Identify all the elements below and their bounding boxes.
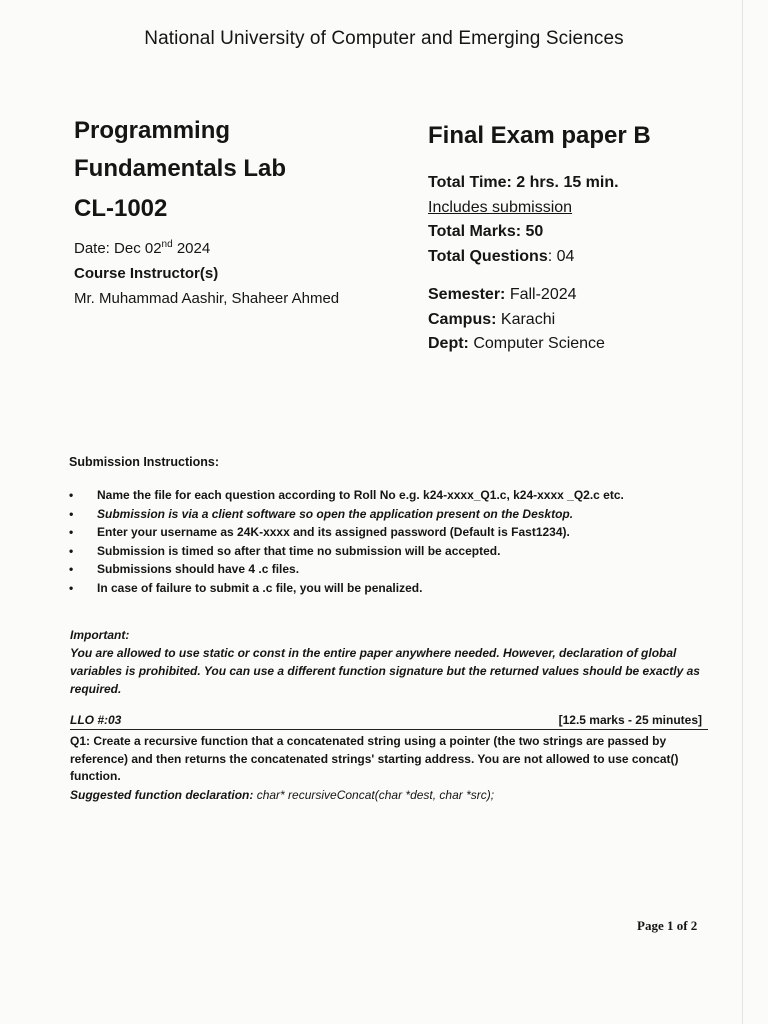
campus: Campus: Karachi <box>428 310 556 328</box>
llo-label: LLO #:03 <box>70 713 122 727</box>
instructor-label: Course Instructor(s) <box>74 265 219 282</box>
bullet-icon: • <box>69 488 74 502</box>
date-suffix: nd <box>161 239 173 250</box>
submission-heading: Submission Instructions: <box>69 455 220 469</box>
exam-title: Final Exam paper B <box>428 122 651 149</box>
includes-submission: Includes submission <box>428 198 573 216</box>
course-title-line1: Programming <box>74 117 231 144</box>
instructor-names: Mr. Muhammad Aashir, Shaheer Ahmed <box>74 290 340 307</box>
important-label: Important: <box>70 628 130 642</box>
course-code: CL-1002 <box>74 195 168 222</box>
university-header: National University of Computer and Emerging Sciences <box>144 28 624 49</box>
bullet-icon: • <box>69 525 74 540</box>
course-info <box>74 112 414 311</box>
list-item: • In case of failure to submit a .c file, you will be penalized. <box>69 579 729 598</box>
bullet-icon: • <box>69 543 74 558</box>
suggested-label: Suggested function declaration: <box>70 788 257 802</box>
exam-date <box>74 232 414 261</box>
semester: Semester: Fall-2024 <box>428 286 577 303</box>
list-item: • Submissions should have 4 .c files. <box>69 560 729 579</box>
total-time: Total Time: 2 hrs. 15 min. <box>428 174 619 191</box>
question-marks: [12.5 marks - 25 minutes] <box>558 713 702 727</box>
list-item: • Name the file for each question according to Roll No e.g. k24-xxxx_Q1.c, k24-xxxx _Q2.c etc. <box>69 486 729 505</box>
department: Dept: Computer Science <box>428 335 605 352</box>
important-text: You are allowed to use static or const in the entire paper anywhere needed. However, declaration of global variables is prohibited. You can use a different function signature but the returned values should be exactly as required. <box>70 646 700 696</box>
bullet-icon: • <box>69 506 74 521</box>
important-note <box>70 626 710 698</box>
date-label: Date: Dec 02 <box>74 240 162 257</box>
total-marks: Total Marks: 50 <box>428 223 544 240</box>
date-year: 2024 <box>172 240 211 257</box>
list-item: • Enter your username as 24K-xxxx and its assigned password (Default is Fast1234). <box>69 523 729 542</box>
question-text: Q1: Create a recursive function that a concatenated string using a pointer (the two strings are passed by reference) and then returns the concatenated strings' starting address. You are not allowed to use concat() function. <box>70 734 679 783</box>
suggested-code: char* recursiveConcat(char *dest, char *src); <box>256 788 495 802</box>
suggested-declaration <box>70 786 710 804</box>
question-header <box>70 711 708 730</box>
page-number: Page 1 of 2 <box>637 918 698 933</box>
exam-info <box>428 118 748 357</box>
list-item: • Submission is via a client software so open the application present on the Desktop. <box>69 505 729 524</box>
bullet-icon: • <box>69 580 74 595</box>
total-questions: Total Questions: 04 <box>428 247 575 265</box>
course-title-line2: Fundamentals Lab <box>74 155 287 182</box>
bullet-icon: • <box>69 562 74 577</box>
submission-list <box>69 486 729 598</box>
list-item: • Submission is timed so after that time no submission will be accepted. <box>69 542 729 561</box>
